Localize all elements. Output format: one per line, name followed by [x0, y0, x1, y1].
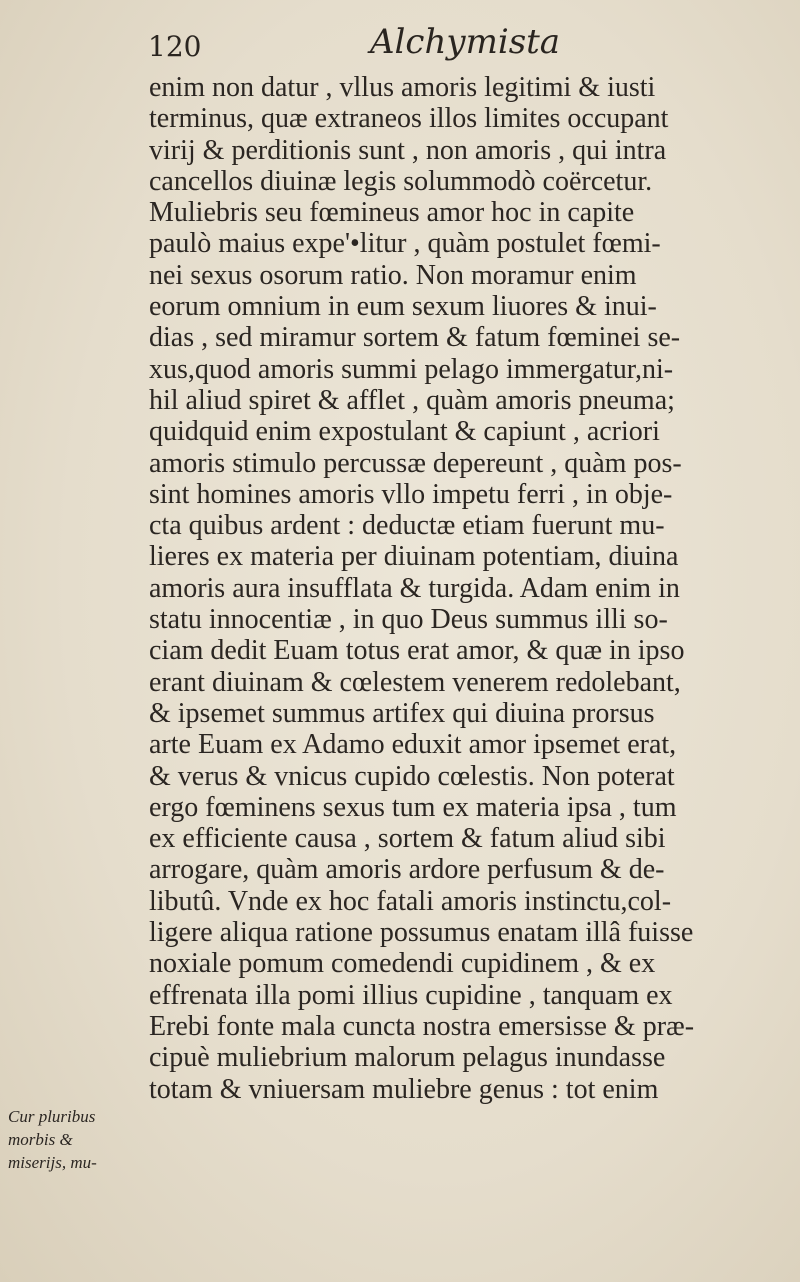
- text-line: dias , sed miramur sortem & fatum fœminei se-: [149, 322, 681, 354]
- text-line: erant diuinam & cœlestem venerem redolebant,: [149, 666, 681, 698]
- margin-note: [8, 1105, 148, 1174]
- text-line: effrenata illa pomi illius cupidine , tanquam ex: [149, 979, 673, 1011]
- text-line: xus,quod amoris summi pelago immergatur,ni-: [149, 353, 674, 385]
- text-line: sint homines amoris vllo impetu ferri , in obje-: [149, 478, 673, 510]
- text-line: noxiale pomum comedendi cupidinem , & ex: [149, 948, 656, 980]
- margin-note-line: morbis &: [8, 1130, 73, 1149]
- text-line: enim non datur , vllus amoris legitimi & iusti: [149, 72, 656, 103]
- text-line: totam & vniuersam muliebre genus : tot enim: [149, 1073, 659, 1105]
- page-number: 120: [148, 30, 202, 63]
- body-text: [149, 72, 789, 1105]
- text-line: ligere aliqua ratione possumus enatam illâ fuisse: [149, 917, 694, 949]
- text-line: lieres ex materia per diuinam potentiam, diuina: [149, 541, 679, 573]
- text-line: Erebi fonte mala cuncta nostra emersisse & præ-: [149, 1010, 695, 1042]
- text-line: amoris aura insufflata & turgida. Adam enim in: [149, 572, 680, 604]
- text-line: terminus, quæ extraneos illos limites occupant: [149, 103, 669, 135]
- text-line: virij & perditionis sunt , non amoris , qui intra: [149, 134, 667, 166]
- text-line: hil aliud spiret & afflet , quàm amoris pneuma;: [149, 384, 675, 416]
- text-line: quidquid enim expostulant & capiunt , acriori: [149, 416, 660, 448]
- text-line: arrogare, quàm amoris ardore perfusum & de-: [149, 854, 665, 886]
- text-line: libutû. Vnde ex hoc fatali amoris instinctu,col-: [149, 885, 672, 917]
- margin-note-line: Cur pluribus: [8, 1107, 96, 1126]
- text-line: Muliebris seu fœmineus amor hoc in capite: [149, 197, 635, 229]
- text-line: ciam dedit Euam totus erat amor, & quæ in ipso: [149, 635, 685, 667]
- page-header: [148, 22, 618, 72]
- margin-note-line: miserijs, mu-: [8, 1153, 97, 1172]
- text-line: & ipsemet summus artifex qui diuina prorsus: [149, 697, 655, 729]
- text-line: paulò maius expe'•litur , quàm postulet fœmi-: [149, 228, 661, 260]
- text-line: eorum omnium in eum sexum liuores & inui-: [149, 291, 657, 323]
- text-line: arte Euam ex Adamo eduxit amor ipsemet erat,: [149, 729, 677, 761]
- running-title: Alchymista: [370, 22, 561, 62]
- text-line: ergo fœminens sexus tum ex materia ipsa , tum: [149, 791, 677, 823]
- text-line: & verus & vnicus cupido cœlestis. Non poterat: [149, 760, 675, 792]
- text-line: amoris stimulo percussæ depereunt , quàm pos-: [149, 447, 682, 479]
- text-line: cta quibus ardent : deductæ etiam fuerunt mu-: [149, 510, 665, 542]
- text-line: statu innocentiæ , in quo Deus summus illi so-: [149, 604, 668, 636]
- text-line: cipuè muliebrium malorum pelagus inundasse: [149, 1042, 666, 1074]
- text-line: cancellos diuinæ legis solummodò coërcetur.: [149, 165, 653, 197]
- text-line: ex efficiente causa , sortem & fatum aliud sibi: [149, 823, 666, 855]
- text-line: nei sexus osorum ratio. Non moramur enim: [149, 259, 637, 291]
